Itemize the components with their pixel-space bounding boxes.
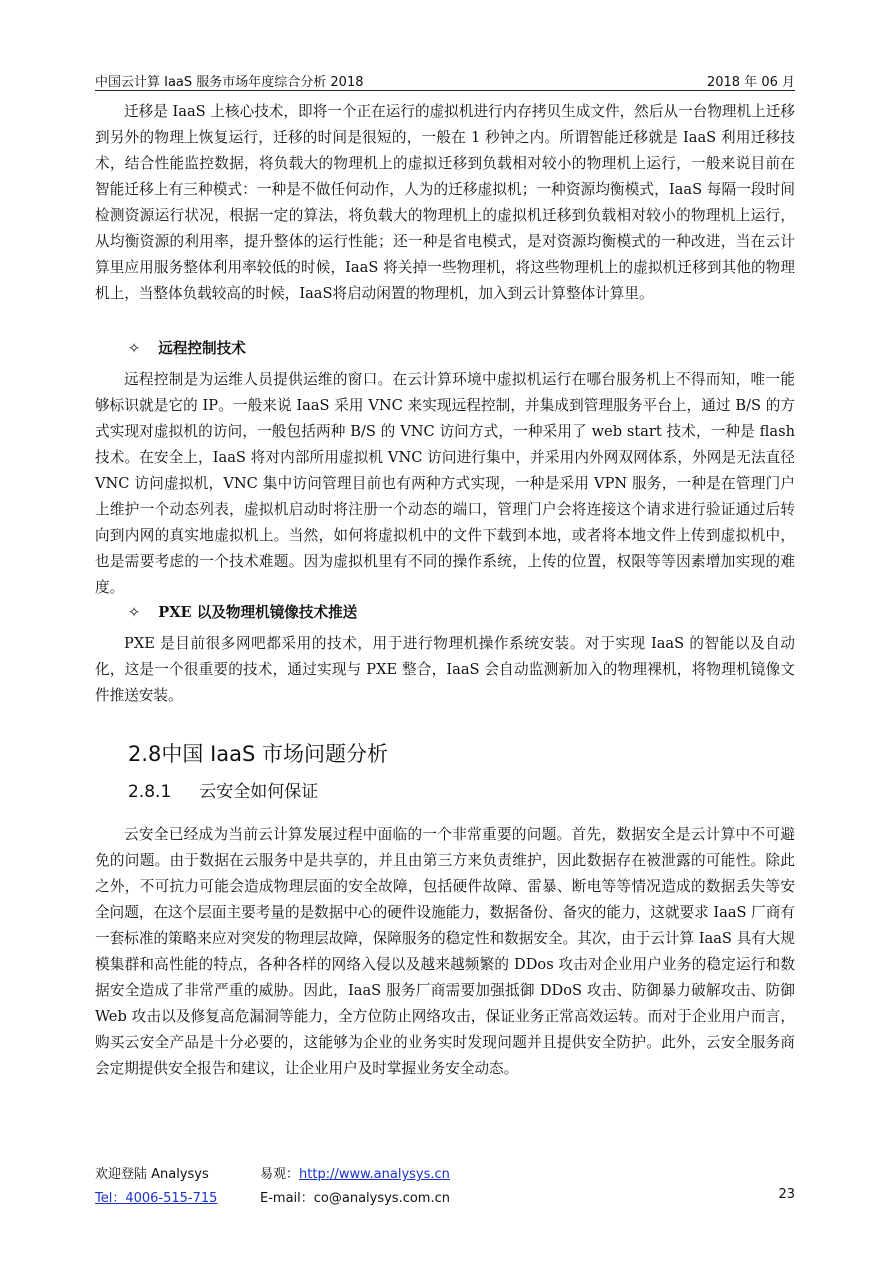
migration-paragraph-block <box>95 99 795 307</box>
subsection-heading <box>128 777 318 802</box>
diamond-bullet-icon: ✧ <box>128 604 141 621</box>
migration-paragraph: 迁移是 IaaS 上核心技术，即将一个正在运行的虚拟机进行内存拷贝生成文件，然后从一台物理机上迁移到另外的物理上恢复运行，迁移的时间是很短的，一般在 1 秒钟之内。所谓智能迁移就是 IaaS 利用迁移技术，结合性能监控数据，将负载大的物理机上的虚拟迁移到负载相对较小的物理机上运行，一般来说目前在智能迁移上有三种模式：一种是不做任何动作，人为的迁移虚拟机；一种资源均衡模式，IaaS 每隔一段时间检测资源运行状况，根据一定的算法，将负载大的物理机上的虚拟机迁移到负载相对较小的物理机上运行，从均衡资源的利用率，提升整体的运行性能；还一种是省电模式，是对资源均衡模式的一种改进，当在云计算里应用服务整体利用率较低的时候，IaaS 将关掉一些物理机，将这些物理机上的虚拟机迁移到其他的物理机上，当整体负载较高的时候，IaaS将启动闲置的物理机，加入到云计算整体计算里。 <box>95 103 795 302</box>
page-header <box>95 68 795 91</box>
remote-paragraph-block <box>95 367 795 601</box>
remote-paragraph: 远程控制是为运维人员提供运维的窗口。在云计算环境中虚拟机运行在哪台服务机上不得而知，唯一能够标识就是它的 IP。一般来说 IaaS 采用 VNC 来实现远程控制，并集成到管理服务平台上，通过 B/S 的方式实现对虚拟机的访问，一般包括两种 B/S 的 VNC 访问方式，一种采用了 web start 技术，一种是 flash 技术。在安全上，IaaS 将对内部所用虚拟机 VNC 访问进行集中，并采用内外网双网体系，外网是无法直径 VNC 访问虚拟机，VNC 集中访问管理目前也有两种方式实现，一种是采用 VPN 服务，一种是在管理门户上维护一个动态列表，虚拟机启动时将注册一个动态的端口，管理门户会将连接这个请求进行验证通过后转向到内网的真实地虚拟机上。当然，如何将虚拟机中的文件下载到本地，或者将本地文件上传到虚拟机中，也是需要考虑的一个技术难题。因为虚拟机里有不同的操作系统，上传的位置，权限等等因素增加实现的难度。 <box>95 371 795 596</box>
subsection-title: 云安全如何保证 <box>199 782 319 802</box>
security-paragraph: 云安全已经成为当前云计算发展过程中面临的一个非常重要的问题。首先，数据安全是云计算中不可避免的问题。由于数据在云服务中是共享的，并且由第三方来负责维护，因此数据存在被泄露的可能性。除此之外，不可抗力可能会造成物理层面的安全故障，包括硬件故障、雷暴、断电等等情况造成的数据丢失等安全问题，在这个层面主要考量的是数据中心的硬件设施能力，数据备份、备灾的能力，这就要求 IaaS 厂商有一套标准的策略来应对突发的物理层故障，保障服务的稳定性和数据安全。其次，由于云计算 IaaS 具有大规模集群和高性能的特点，各种各样的网络入侵以及越来越频繁的 DDos 攻击对企业用户业务的稳定运行和数据安全造成了非常严重的威胁。因此，IaaS 服务厂商需要加强抵御 DDoS 攻击、防御暴力破解攻击、防御 Web 攻击以及修复高危漏洞等能力，全方位防止网络攻击，保证业务正常高效运转。而对于企业用户而言，购买云安全产品是十分必要的，这能够为企业的业务实时发现问题并且提供安全防护。此外，云安全服务商会定期提供安全报告和建议，让企业用户及时掌握业务安全动态。 <box>95 826 795 1077</box>
section-heading: 2.8中国 IaaS 市场问题分析 <box>128 742 389 766</box>
pxe-paragraph: PXE 是目前很多网吧都采用的技术，用于进行物理机操作系统安装。对于实现 IaaS 的智能以及自动化，这是一个很重要的技术，通过实现与 PXE 整合，IaaS 会自动监测新加入的物理裸机，将物理机镜像文件推送安装。 <box>95 635 795 704</box>
phone-link[interactable]: Tel：4006-515-715 <box>95 1191 218 1206</box>
pxe-paragraph-block <box>95 631 795 709</box>
diamond-bullet-icon: ✧ <box>128 340 141 357</box>
security-paragraph-block <box>95 822 795 1082</box>
website-link[interactable]: http://www.analysys.cn <box>299 1167 450 1182</box>
footer-site <box>260 1163 450 1182</box>
page-number: 23 <box>778 1187 795 1202</box>
bullet-pxe <box>128 601 357 622</box>
footer-email: E-mail：co@analysys.com.cn <box>260 1191 450 1206</box>
footer-welcome: 欢迎登陆 Analysys <box>95 1167 209 1182</box>
header-date: 2018 年 06 月 <box>706 75 795 90</box>
footer-site-label: 易观： <box>260 1167 300 1182</box>
bullet-remote-control <box>128 337 246 358</box>
subsection-number: 2.8.1 <box>128 782 172 802</box>
bullet-remote-label: 远程控制技术 <box>158 340 246 357</box>
bullet-pxe-label: PXE 以及物理机镜像技术推送 <box>158 604 358 621</box>
header-title: 中国云计算 IaaS 服务市场年度综合分析 2018 <box>95 75 364 90</box>
